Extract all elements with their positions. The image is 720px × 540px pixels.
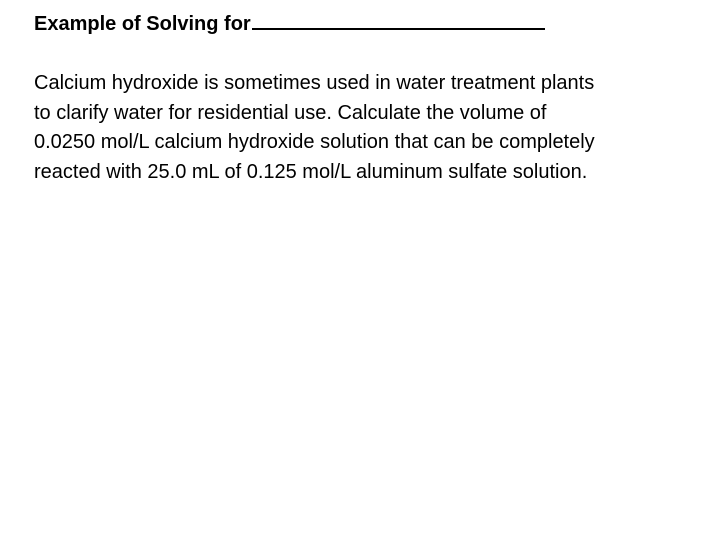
problem-line-1: Calcium hydroxide is sometimes used in water treatment plants [34,72,595,94]
problem-line-4: reacted with 25.0 mL of 0.125 mol/L aluminum sulfate solution. [34,160,588,183]
title-blank-line [252,6,545,30]
problem-line-2: to clarify water for residential use. Calculate the volume of [34,101,547,124]
slide-title-text: Example of Solving for [34,13,251,35]
slide-title [34,6,545,39]
problem-statement [34,69,716,187]
problem-line-3: 0.0250 mol/L calcium hydroxide solution that can be completely [34,131,595,153]
